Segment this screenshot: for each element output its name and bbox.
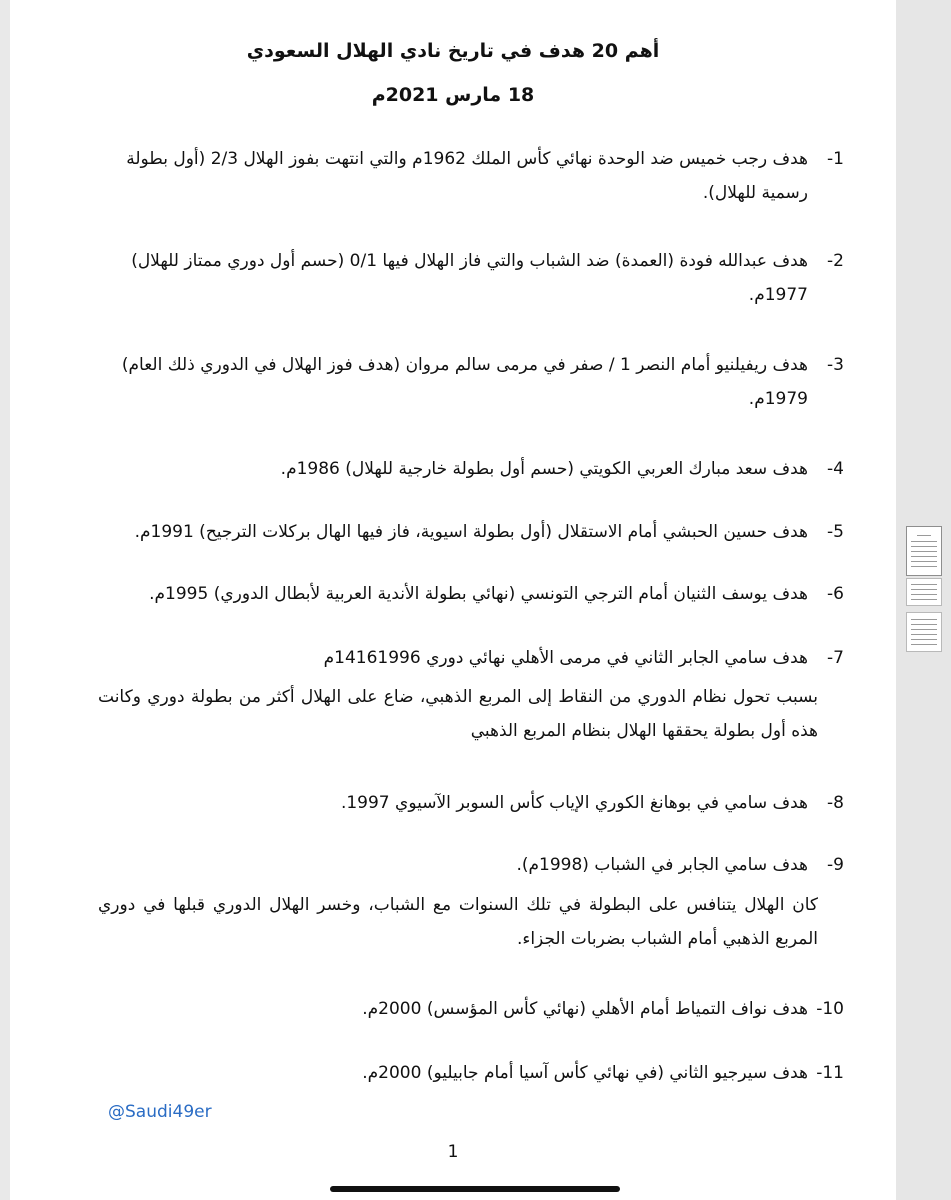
item-number: -8	[827, 793, 844, 813]
list-item	[98, 848, 844, 882]
item-number: -1	[827, 149, 844, 169]
list-item	[98, 452, 844, 486]
item-number: -3	[827, 355, 844, 375]
document-date: 18 مارس 2021م	[371, 84, 535, 106]
item-number: -6	[827, 584, 844, 604]
item-text: هدف رجب خميس ضد الوحدة نهائي كأس الملك 1962م والتي انتهت بفوز الهلال 2/3 (أول بطولة رسمية للهلال).	[126, 149, 808, 203]
item-number: -9	[827, 855, 844, 875]
page-thumbnail[interactable]	[906, 612, 942, 652]
item-text: هدف يوسف الثنيان أمام الترجي التونسي (نهائي بطولة الأندية العربية لأبطال الدوري) 1995م.	[149, 584, 808, 604]
item-number: -7	[827, 648, 844, 668]
list-item	[98, 348, 844, 416]
page-thumbnail[interactable]	[906, 578, 942, 606]
home-indicator[interactable]	[330, 1186, 620, 1192]
document-title: أهم 20 هدف في تاريخ نادي الهلال السعودي	[246, 40, 660, 62]
item-note: كان الهلال يتنافس على البطولة في تلك السنوات مع الشباب، وخسر الهلال الدوري قبلها في دوري المربع الذهبي أمام الشباب بضربات الجزاء.	[98, 895, 818, 949]
twitter-handle: @Saudi49er	[108, 1102, 212, 1122]
page-thumbnail[interactable]	[906, 526, 942, 576]
item-number: -11	[816, 1063, 844, 1083]
list-item	[98, 1056, 844, 1090]
item-text: هدف سامي في بوهانغ الكوري الإياب كأس السوبر الآسيوي 1997.	[340, 793, 808, 813]
item-text: هدف سامي الجابر في الشباب (1998م).	[516, 855, 808, 875]
item-text: هدف سيرجيو الثاني (في نهائي كأس آسيا أمام جابيليو) 2000م.	[362, 1063, 808, 1083]
item-note: بسبب تحول نظام الدوري من النقاط إلى المربع الذهبي، ضاع على الهلال أكثر من بطولة دوري وكانت هذه أول بطولة يحققها الهلال بنظام المربع الذهبي	[98, 687, 818, 741]
list-item	[98, 577, 844, 611]
item-number: -4	[827, 459, 844, 479]
item-text: هدف سامي الجابر الثاني في مرمى الأهلي نهائي دوري 14161996م	[323, 648, 808, 668]
item-text: هدف حسين الحبشي أمام الاستقلال (أول بطولة اسيوية، فاز فيها الهال بركلات الترجيح) 1991م.	[134, 522, 808, 542]
document-page	[10, 0, 896, 1200]
list-item	[98, 641, 844, 675]
list-item	[98, 786, 844, 820]
item-number: -2	[827, 251, 844, 271]
item-number: -5	[827, 522, 844, 542]
list-item	[98, 992, 844, 1026]
item-number: -10	[816, 999, 844, 1019]
item-text: هدف عبدالله فودة (العمدة) ضد الشباب والتي فاز الهلال فيها 0/1 (حسم أول دوري ممتاز للهلال) 1977م.	[131, 251, 808, 305]
item-text: هدف نواف التمياط أمام الأهلي (نهائي كأس المؤسس) 2000م.	[362, 999, 808, 1019]
item-text: هدف ريفيلنيو أمام النصر 1 / صفر في مرمى سالم مروان (هدف فوز الهلال في الدوري ذلك العام) 1979م.	[121, 355, 808, 409]
left-edge	[0, 0, 10, 1200]
list-item	[98, 142, 844, 210]
page-number: 1	[447, 1142, 459, 1162]
item-text: هدف سعد مبارك العربي الكويتي (حسم أول بطولة خارجية للهلال) 1986م.	[280, 459, 808, 479]
list-item	[98, 244, 844, 312]
list-item	[98, 515, 844, 549]
